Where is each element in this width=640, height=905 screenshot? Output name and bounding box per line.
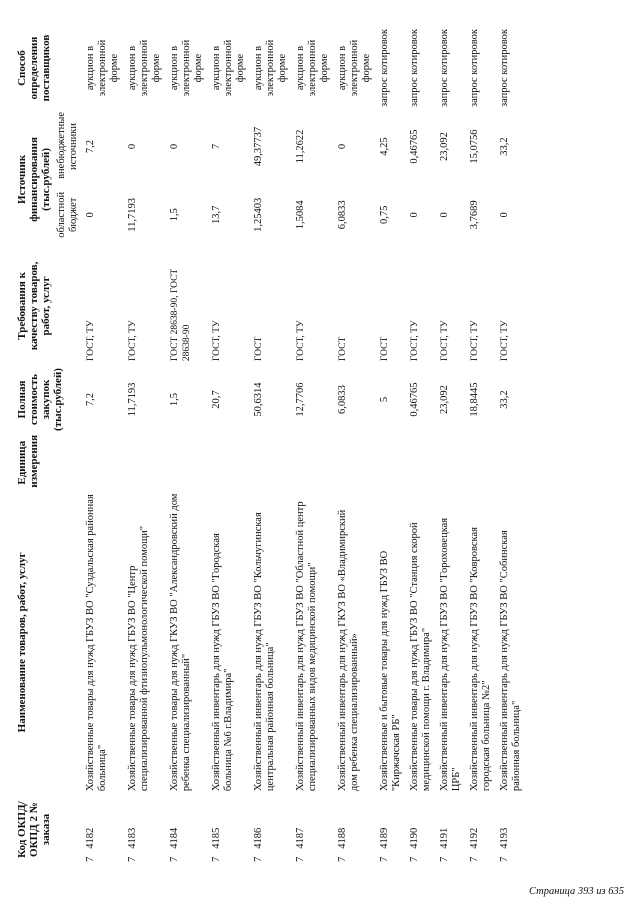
header-name: Наименование товаров, работ, услуг: [16, 552, 28, 733]
cell-method: аукцион в электронной форме: [211, 39, 246, 97]
cell-method: аукцион в электронной форме: [337, 39, 372, 97]
cell-unit: [406, 435, 436, 491]
order-number: 4184: [169, 827, 180, 849]
order-number: 4191: [439, 827, 450, 849]
cell-method: запрос котировок: [409, 29, 420, 108]
cell-name: Хозяйственный инвентарь для нужд ГБУЗ ВО "Собинская районная больница": [499, 530, 522, 792]
cell-requirements: ГОСТ: [254, 336, 264, 362]
cell-code: [406, 794, 436, 865]
cell-regional: 13,7: [211, 205, 222, 224]
cell-unit: [208, 435, 250, 491]
cell-name: Хозяйственные товары для нужд ГБУЗ ВО "Суздальская районная больница": [85, 494, 108, 792]
cell-name: Хозяйственный инвентарь для нужд ГБУЗ ВО "Областной центр специализированных видов медицинской помощи": [295, 501, 318, 792]
order-number: 4183: [127, 827, 138, 849]
cell-requirements: ГОСТ, ТУ: [212, 320, 222, 362]
cell-extra: 0,46765: [409, 129, 420, 164]
cell-extra: 15,0756: [469, 129, 480, 164]
cell-code: [466, 794, 496, 865]
cell-requirements: ГОСТ, ТУ: [470, 320, 480, 362]
table-row: [466, 25, 496, 865]
procurement-table: [14, 25, 526, 865]
cell-cost: 1,5: [169, 392, 180, 407]
cell-regional: 1,5084: [295, 200, 306, 230]
header-sources-regional: областной бюджет: [56, 191, 79, 238]
cell-extra: 0: [169, 143, 180, 150]
header-sources: Источник финансирования (тыс.рублей): [16, 137, 52, 222]
cell-unit: [166, 435, 208, 491]
order-number: 4185: [211, 827, 222, 849]
cell-cost: 11,7193: [127, 382, 138, 417]
order-number: 4187: [295, 827, 306, 849]
header-sources-extra: внебюджетные источники: [56, 111, 79, 179]
code-prefix: 7: [499, 856, 510, 862]
code-prefix: 7: [379, 856, 390, 862]
cell-code: [496, 794, 526, 865]
cell-regional: 11,7193: [127, 197, 138, 232]
order-number: 4190: [409, 827, 420, 849]
cell-requirements: ГОСТ, ТУ: [128, 320, 138, 362]
table-row: [166, 25, 208, 865]
cell-cost: 23,092: [439, 385, 450, 414]
cell-name: Хозяйственный инвентарь для нужд ГБУЗ ВО "Гороховецкая ЦРБ": [439, 517, 462, 792]
header-requirements: Требования к качеству товаров, работ, услуг: [16, 261, 52, 351]
cell-cost: 12,7706: [295, 382, 306, 417]
cell-method: аукцион в электронной форме: [169, 39, 204, 97]
cell-regional: 0,75: [379, 205, 390, 224]
cell-extra: 4,25: [379, 137, 390, 156]
cell-method: аукцион в электронной форме: [127, 39, 162, 97]
cell-name: Хозяйственный инвентарь для нужд ГБУЗ ВО "Городская больница №6 г.Владимира": [211, 533, 234, 792]
cell-name: Хозяйственные товары для нужд ГБУЗ ВО "Станция скорой медицинской помощи г. Владимира": [409, 522, 432, 792]
table-row: [406, 25, 436, 865]
order-number: 4182: [85, 827, 96, 849]
cell-regional: 3,7689: [469, 200, 480, 230]
cell-unit: [334, 435, 376, 491]
cell-extra: 49,37737: [253, 126, 264, 167]
cell-regional: 1,25403: [253, 197, 264, 232]
table-row: [334, 25, 376, 865]
cell-code: [436, 794, 466, 865]
cell-name: Хозяйственный инвентарь для нужд ГКУЗ ВО «Владимирский дом ребенка специализированный»: [337, 509, 360, 792]
cell-requirements: ГОСТ, ТУ: [86, 320, 96, 362]
cell-cost: 18,8445: [469, 382, 480, 417]
cell-name: Хозяйственный инвентарь для нужд ГБУЗ ВО "Ковровская городская больница №2": [469, 527, 492, 792]
cell-requirements: ГОСТ: [380, 336, 390, 362]
cell-cost: 5: [379, 396, 390, 403]
cell-cost: 50,6314: [253, 382, 264, 417]
table-row: [82, 25, 124, 865]
code-prefix: 7: [253, 856, 264, 862]
cell-extra: 0: [337, 143, 348, 150]
cell-method: запрос котировок: [469, 29, 480, 108]
order-number: 4192: [469, 827, 480, 849]
order-number: 4193: [499, 827, 510, 849]
cell-code: [292, 794, 334, 865]
cell-regional: 0: [499, 212, 510, 218]
table-row: [250, 25, 292, 865]
header-code: Код ОКПД/ ОКПД 2 № заказа: [16, 801, 52, 858]
cell-cost: 33,2: [499, 390, 510, 409]
cell-cost: 6,0833: [337, 385, 348, 414]
cell-cost: 20,7: [211, 390, 222, 409]
cell-requirements: ГОСТ, ТУ: [500, 320, 510, 362]
cell-requirements: ГОСТ, ТУ: [440, 320, 450, 362]
code-prefix: 7: [127, 856, 138, 862]
table-row: [496, 25, 526, 865]
cell-regional: 6,0833: [337, 200, 348, 230]
cell-code: [250, 794, 292, 865]
cell-unit: [124, 435, 166, 491]
cell-name: Хозяйственные и бытовые товары для нужд ГБУЗ ВО "Киржачская РБ": [379, 550, 402, 792]
code-prefix: 7: [169, 856, 180, 862]
table-row: [124, 25, 166, 865]
cell-regional: 0: [85, 212, 96, 218]
cell-cost: 0,46765: [409, 382, 420, 417]
table-row: [208, 25, 250, 865]
cell-extra: 11,2622: [295, 129, 306, 164]
header-unit: Единица измерения: [16, 434, 40, 488]
table-body: [82, 25, 526, 865]
table-header: [14, 25, 82, 865]
order-number: 4189: [379, 827, 390, 849]
table-row: [436, 25, 466, 865]
cell-code: [334, 794, 376, 865]
header-method: Способ определения поставщиков: [16, 34, 52, 102]
cell-requirements: ГОСТ, ТУ: [410, 320, 420, 362]
cell-name: Хозяйственный инвентарь для нужд ГБУЗ ВО "Кольчугинская центральная районная больница": [253, 512, 276, 792]
code-prefix: 7: [85, 856, 96, 862]
code-prefix: 7: [337, 856, 348, 862]
cell-unit: [292, 435, 334, 491]
cell-regional: 1,5: [169, 208, 180, 222]
code-prefix: 7: [409, 856, 420, 862]
cell-method: аукцион в электронной форме: [85, 39, 120, 97]
cell-unit: [82, 435, 124, 491]
cell-requirements: ГОСТ: [338, 336, 348, 362]
cell-method: аукцион в электронной форме: [253, 39, 288, 97]
page-footer: Страница 393 из 635: [528, 886, 624, 897]
header-total-cost: Полная стоимость закупок (тыс.рублей): [16, 368, 64, 431]
cell-code: [208, 794, 250, 865]
code-prefix: 7: [295, 856, 306, 862]
cell-extra: 7,2: [85, 139, 96, 154]
cell-unit: [466, 435, 496, 491]
cell-code: [124, 794, 166, 865]
cell-method: запрос котировок: [439, 29, 450, 108]
order-number: 4188: [337, 827, 348, 849]
cell-extra: 23,092: [439, 132, 450, 161]
code-prefix: 7: [439, 856, 450, 862]
cell-extra: 33,2: [499, 137, 510, 156]
cell-name: Хозяйственные товары для нужд ГБУЗ ВО "Центр специализированной фтизиопульмонологической помощи": [127, 525, 150, 792]
cell-unit: [376, 435, 406, 491]
cell-method: запрос котировок: [379, 29, 390, 108]
cell-code: [166, 794, 208, 865]
cell-regional: 0: [409, 212, 420, 218]
cell-requirements: ГОСТ, ТУ: [296, 320, 306, 362]
cell-code: [376, 794, 406, 865]
cell-unit: [496, 435, 526, 491]
cell-name: Хозяйственные товары для нужд ГКУЗ ВО "Александровский дом ребенка специализированный": [169, 493, 192, 792]
code-prefix: 7: [211, 856, 222, 862]
cell-unit: [436, 435, 466, 491]
cell-method: запрос котировок: [499, 29, 510, 108]
cell-method: аукцион в электронной форме: [295, 39, 330, 97]
cell-cost: 7,2: [85, 392, 96, 407]
cell-requirements: ГОСТ 28638-90, ГОСТ 28638-90: [170, 268, 192, 362]
order-number: 4186: [253, 827, 264, 849]
code-prefix: 7: [469, 856, 480, 862]
table-row: [292, 25, 334, 865]
cell-regional: 0: [439, 212, 450, 218]
cell-code: [82, 794, 124, 865]
cell-unit: [250, 435, 292, 491]
table-row: [376, 25, 406, 865]
cell-extra: 7: [211, 143, 222, 150]
cell-extra: 0: [127, 143, 138, 150]
